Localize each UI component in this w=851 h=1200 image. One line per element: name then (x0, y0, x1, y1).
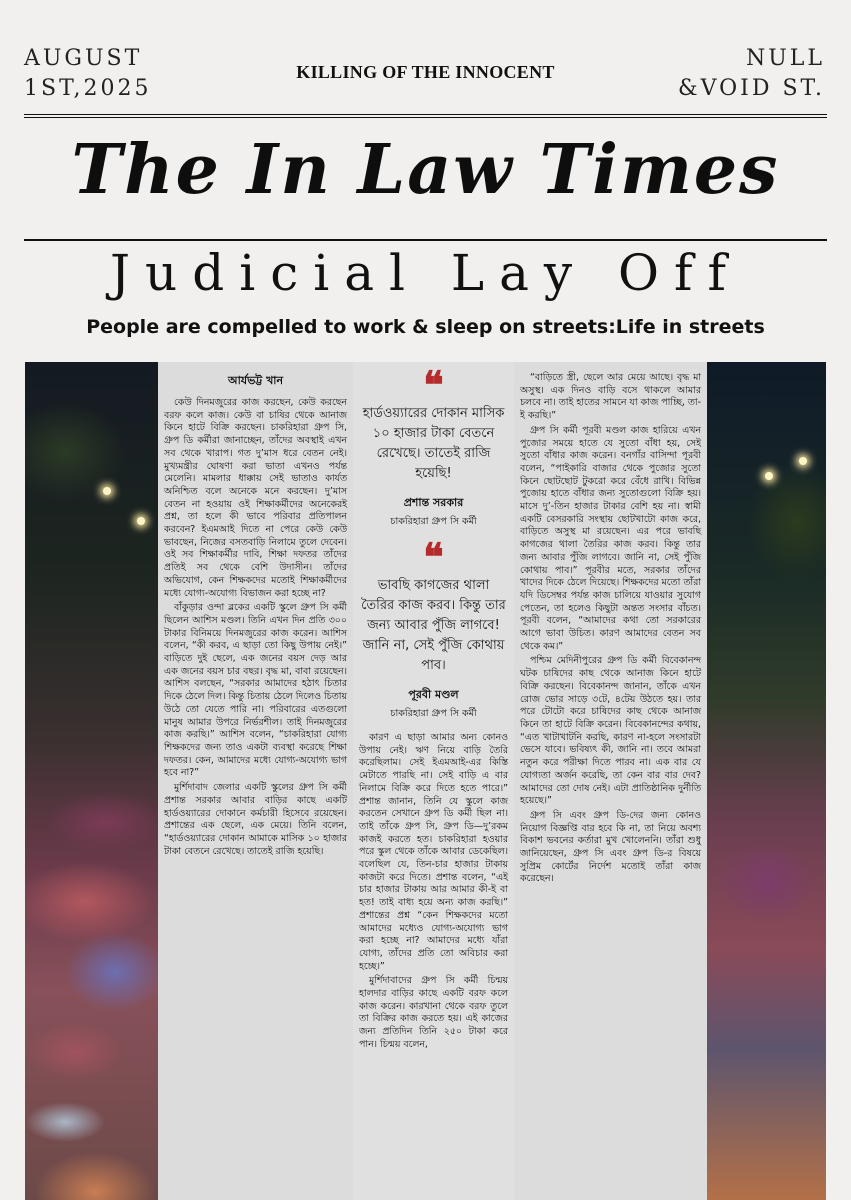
address-line-1: NULL (745, 46, 825, 71)
newspaper-title: The In Law Times (71, 130, 780, 210)
street-lamp-icon (799, 457, 807, 465)
quote-icon: ❝ (423, 362, 444, 407)
street-lamp-icon (765, 472, 773, 480)
article-column-1 (158, 362, 353, 1200)
pull-quote-name: পূরবী মণ্ডল (408, 688, 459, 701)
street-photo-right (707, 362, 826, 1200)
column-3-text (520, 372, 701, 886)
title-rule (24, 239, 827, 241)
paragraph: “বাড়িতে স্ত্রী, ছেলে আর মেয়ে আছে। বৃদ্ধ মা অসুস্থ। এক দিনও বাড়ি বসে থাকলে আমার চলবে না। তাই হাতের সামনে যা কাজ পাচ্ছি, তা-ই করছি।” (520, 372, 701, 422)
date-line-1: AUGUST (24, 46, 143, 71)
paragraph: গ্রুপ সি কর্মী পূরবী মণ্ডল কাজ হারিয়ে এখন পুজোর সময়ে হাতে যে সুতো বাঁধা হয়, সেই সুতো বাঁধার কাজ করেন। বনগাঁর বাসিন্দা পূরবী বলেন, “পাইকারি বাজার থেকে পুজোর সুতো কিনে ছোটছোট টুকরো করে বেঁধে রাখি। বিভিন্ন পুজোয় হাতে বাঁধার জন্য সুতোগুলো বিক্রি হয়। মাসে দু’-তিন হাজার টাকার বেশি হয় না। স্বামী একটি বেসরকারি সংস্থায় ছোটখাটো কাজ করে, বাড়িতে অসুস্থ মা রয়েছেন। এর পরে ভাবছি কাগজের থালা তৈরির কাজ করব। কিন্তু তার জন্য আবার পুঁজি লাগবে। জানি না, সেই পুঁজি কোথায় পাব।” পূরবীর মতে, সরকার তাঁদের খাদের দিকে ঠেলে দিয়েছে। শিক্ষকদের মতো তাঁরা যদি ডিসেম্বর পর্যন্ত কাজ চালিয়ে যাওয়ার সুযোগ পেতেন, তা হলেও কিছুটা অন্তত সংসার বাঁচত। পূরবী বলেন, “আমাদের কথা তো সরকারের আগে ভাবা উচিত। কারণ আমাদের বেতন সব থেকে কম।” (520, 424, 701, 652)
paragraph: মুর্শিদাবাদের গ্রুপ সি কর্মী চিন্ময় হালদার বাড়ির কাছে একটি বরফ কলে কাজ করেন। কারখানা থেকে বরফ তুলে তা বিক্রির কাজ করতে হয়। এই কাজের জন্য প্রতিদিন তিনি ২৫০ টাকা করে পান। চিন্ময় বলেন, (359, 975, 508, 1050)
tagline: KILLING OF THE INNOCENT (296, 62, 555, 82)
paragraph: মুর্শিদাবাদ জেলার একটি স্কুলের গ্রুপ সি কর্মী প্রশান্ত সরকার আবার বাড়ির কাছে একটি হার্ডওয়্যারের দোকানে কর্মচারী হিসেবে রয়েছেন। প্রশান্তের এক ছেলে, এক মেয়ে। তিনি বলেন, “হার্ডওয়্যারের দোকান আমাকে মাসিক ১০ হাজার টাকা বেতনে রেখেছে। তাতেই রাজি হয়েছি। (164, 782, 347, 857)
article-column-3 (514, 362, 707, 1200)
address-block (678, 44, 825, 104)
pull-quote-role: চাকরিহারা গ্রুপ সি কর্মী (390, 516, 477, 527)
headline: Judicial Lay Off (109, 244, 742, 302)
paragraph: কারণ এ ছাড়া আমার অন্য কোনও উপায় নেই। ঋণ নিয়ে বাড়ি তৈরি করেছিলাম। সেই ইএমআই-এর কিস্তি মেটাতে পারছি না। সেই বাড়ি এ বার নিলামে বিক্রি করে দিতে হতে পারে।” প্রশান্ত জানান, তিনি যে স্কুলে কাজ করতেন সেখানে গ্রুপ ডি কর্মী ছিল না। তাই তাঁকে গ্রুপ সি, গ্রুপ ডি—দু’রকম কাজই করতে হত। চাকরিহারা হওয়ার পরে স্কুল থেকে তাঁকে আবার ডেকেছিল। বলেছিল যে, তিন-চার হাজার টাকায় কাজটা করে দিতে। প্রশান্ত বলেন, “এই চার হাজার টাকায় আর আমার কী-ই বা হত! তাই বাধ্য হয়ে অন্য কাজ করছি।” প্রশান্তের প্রশ্ন “কেন শিক্ষকদের মতো আমাদের মধ্যেও যোগ্য-অযোগ্য ভাগ করা হচ্ছে না? আমাদের মধ্যে যাঁরা যোগ্য, তাঁদের প্রতি তো অবিচার করা হচ্ছে।” (359, 732, 508, 972)
date-line-2: 1ST,2025 (24, 76, 152, 101)
top-rule-2 (24, 117, 827, 118)
street-lamp-icon (103, 487, 111, 495)
byline: আর্যভট্ট খান (227, 374, 284, 387)
address-line-2: &VOID ST. (678, 76, 825, 101)
paragraph: কেউ দিনমজুরের কাজ করছেন, কেউ করছেন বরফ কলে কাজ। কেউ বা চাষির থেকে আনাজ কিনে হাটে বিক্রি করছেন। চাকরিহারা গ্রুপ সি, গ্রুপ ডি কর্মীরা জানাচ্ছেন, তাঁদের অবস্থাই এখন সব থেকে খারাপ। গত দু’মাস ধরে বেতন নেই। মুখ্যমন্ত্রীর ঘোষণা করা ভাতা এখনও পর্যন্ত মেলেনি। মামলার ধাক্কায় সেই ভাতাও কার্যত অনিশ্চিত বলে অনেকে মনে করছেন। দু’মাস বেতন না হওয়ায় ওই শিক্ষাকর্মীদের অনেকেরই প্রশ্ন, তা হলে কী ভাবে পরিবার প্রতিপালন করবেন? ইএমআই দিতে না পেরে কেউ কেউ ভাবছেন, নিজের বসতবাড়ি নিলামে তুলে দেবেন। ওই সব শিক্ষাকর্মীর দাবি, শিক্ষা দফতর তাঁদের প্রতিই সব থেকে বেশি উদাসীন। তাঁদের অভিযোগ, কেন শিক্ষকদের মতোই শিক্ষাকর্মীদের মধ্যে যোগ্য-অযোগ্য বিভাজন করা হচ্ছে না? (164, 397, 347, 599)
column-2-text (359, 732, 508, 1052)
pull-quote-text: ভাবছি কাগজের থালা তৈরির কাজ করব। কিন্তু তার জন্য আবার পুঁজি লাগবে! জানি না, সেই পুঁজি কোথায় পাব। (361, 578, 506, 673)
street-photo-left (25, 362, 158, 1200)
pull-quote-text: হার্ডওয়্যারের দোকান মাসিক ১০ হাজার টাকা বেতনে রেখেছে। তাতেই রাজি হয়েছি! (362, 406, 505, 481)
pull-quote-role: চাকরিহারা গ্রুপ সি কর্মী (390, 708, 477, 719)
paragraph: গ্রুপ সি এবং গ্রুপ ডি-দের জন্য কোনও নিয়োগ বিজ্ঞপ্তি বার হবে কি না, তা নিয়ে অবশ্য বিকাশ ভবনের কর্তারা মুখ খোলেননি। তাঁরা শুধু জানিয়েছেন, গ্রুপ সি এবং গ্রুপ ডি-র বিষয়ে সুপ্রিম কোর্টের নির্দেশ মতোই তাঁরা কাজ করেছেন। (520, 809, 701, 885)
article-column-2 (353, 362, 514, 1200)
paragraph: বাঁকুড়ার ওন্দা ব্লকের একটি স্কুলে গ্রুপ সি কর্মী ছিলেন আশিস মণ্ডল। তিনি এখন দিন প্রতি ৩০০ টাকার বিনিময়ে দিনমজুরের কাজ করেন। আশিস বলেন, “কী করব, এ ছাড়া তো কিছু উপায় নেই।” বাড়িতে দুই ছেলে, এক জনের বয়স দেড় আর এক জনের বয়স চার বছর। বৃদ্ধ মা, বাবা রয়েছেন। আশিস বলছেন, “সরকার আমাদের হঠাৎ চিতার দিকে ঠেলে দিল। কিন্তু চিতায় ঠেলে দিলেও চিতায় উঠে তো যেতে পারি না। পরিবারের এতগুলো মানুষ আমার উপরে নির্ভরশীল। তাই দিনমজুরের কাজ করছি।” আশিস বলেন, “চাকরিহারা যোগ্য শিক্ষকদের জন্য তাও একটা ব্যবস্থা করেছে শিক্ষা দফতর। কেন, আমাদের মধ্যে যোগ্য-অযোগ্য ভাগ হবে না?” (164, 602, 347, 779)
paragraph: পশ্চিম মেদিনীপুরের গ্রুপ ডি কর্মী বিবেকানন্দ ঘটক চাষিদের কাছ থেকে আনাজ কিনে হাটে বিক্রি করছেন। বিবেকানন্দ জানান, তাঁকে এখন রোজ ভোর সাড়ে ৩টে, ৪টেয় উঠতে হয়। তার পরে টোটো করে চাষিদের কাছ থেকে আনাজ কিনে তা হাটে বিক্রি করেন। বিবেকানন্দের কথায়, “এত খাটাখাটনি করছি, কারণ না-হলে সংসারটা ভেসে যাবে। ভবিষ্যৎ কী, জানি না। তবে আমরা নতুন করে পরীক্ষা দিতে পারব না। এক বার যে যোগ্যতা অর্জন করেছি, তা কেন বার বার দেব? আমাদের তো দোষ নেই। এটা প্রাতিষ্ঠানিক দুর্নীতি হয়েছে।” (520, 655, 701, 807)
quote-icon: ❝ (423, 534, 444, 579)
top-rule (24, 114, 827, 115)
pull-quote-name: প্রশান্ত সরকার (403, 496, 464, 509)
street-lamp-icon (137, 517, 145, 525)
subheadline: People are compelled to work & sleep on streets:Life in streets (86, 316, 765, 338)
column-1-text (164, 397, 347, 858)
